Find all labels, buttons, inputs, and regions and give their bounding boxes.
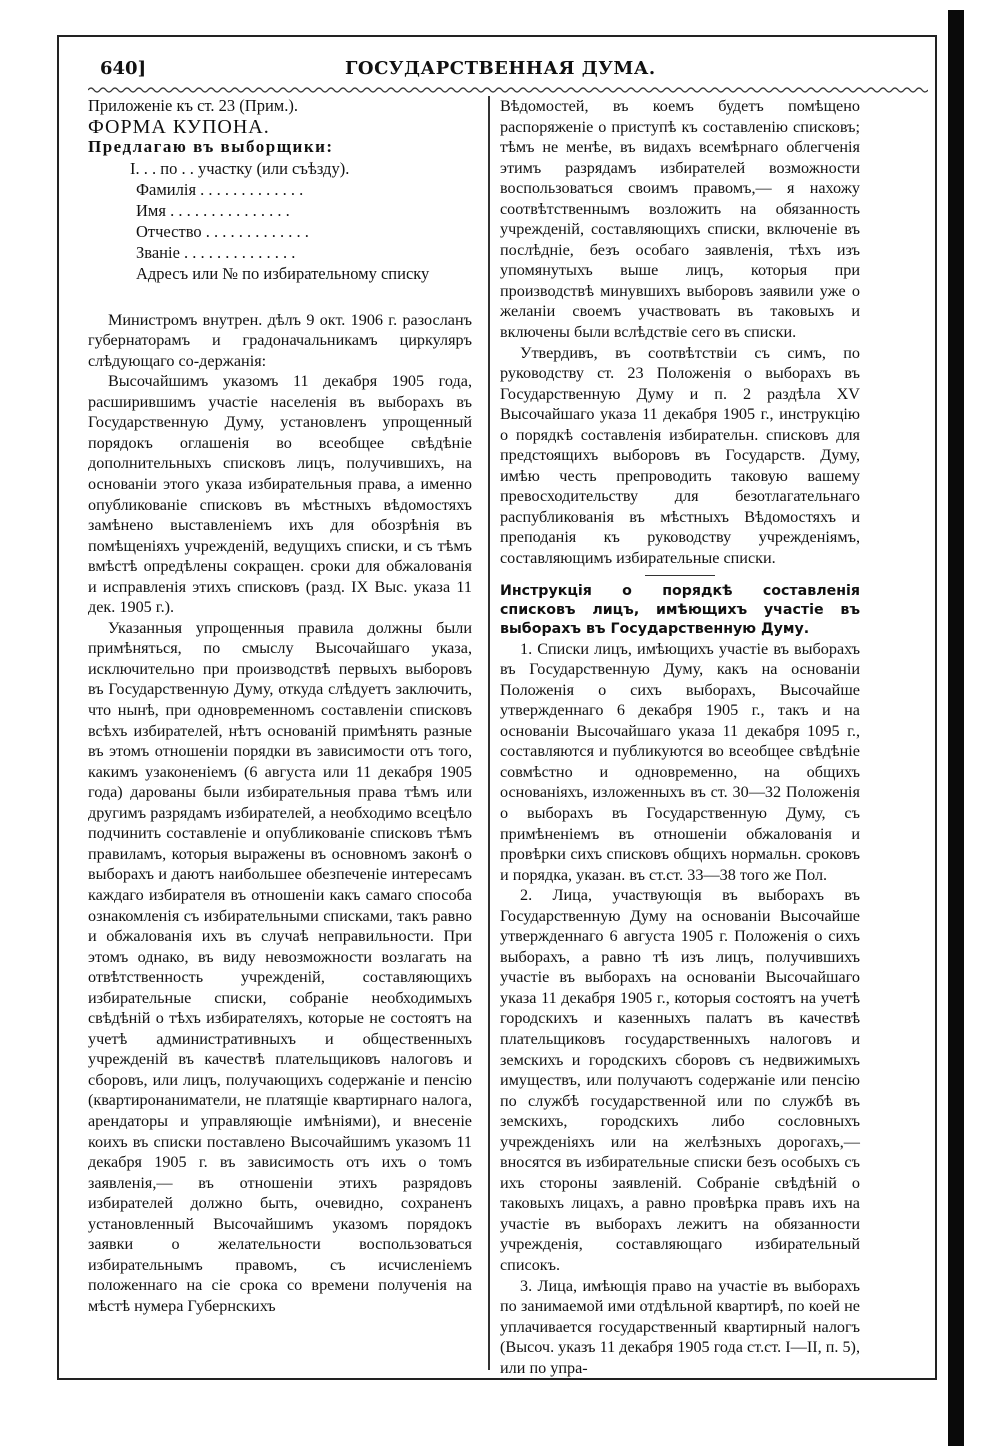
instruction-item: 1. Списки лицъ, имѣющихъ участіе въ выборахъ въ Государственную Думу, какъ на основаніи Положенія о сихъ выборахъ, Высочайше утвержденнаго 6 декабря 1905 г., такъ и на основаніи Высочайшаго указа 11 декабря 1095 г., составляются и публикуются во всеобщее свѣдѣніе совмѣстно и одновременно, на общихъ основаніяхъ, изложенныхъ въ ст. 30—32 Положенія о выборахъ въ Государственную Думу, съ примѣненіемъ въ отношеніи обжалованія и провѣрки сихъ списковъ общихъ нормальн. сроковъ и порядка, указан. въ ст.ст. 33—38 того же Пол. xyxy=(500,639,860,884)
paragraph: Высочайшимъ указомъ 11 декабря 1905 года, расширившимъ участіе населенія въ выборахъ въ Государственную Думу, установленъ упрощенный порядокъ оглашенія во всеобщее свѣдѣніе дополнительныхъ списковъ лицъ, получившихъ, на основаніи этого указа избирательныя права, а именно опубликованіе списковъ въ мѣстныхъ вѣдомостяхъ замѣнено выставленіемъ ихъ для обозрѣнія въ помѣщеніяхъ учрежденій, ведущихъ списки, и съ тѣмъ вмѣстѣ опредѣлены сокращен. сроки для обжалованія и исправленія этихъ списковъ (разд. IX Выс. указа 11 дек. 1905 г.). xyxy=(88,372,472,617)
paragraph: Министромъ внутрен. дѣлъ 9 окт. 1906 г. разосланъ губернаторамъ и градоначальникамъ циркуляръ слѣдующаго со-держанія: xyxy=(88,310,472,370)
paragraph: Утвердивъ, въ соотвѣтствіи съ симъ, по руководству ст. 23 Положенія о выборахъ въ Государственную Думу и п. 2 раздѣла XV Высочайшаго указа 11 декабря 1905 г., инструкцію о порядкѣ составленія избирательн. списковъ для предстоящихъ выборовъ въ Государств. Думу, имѣю честь препроводить таковую вашему превосходительству для безотлагательнаго распубликованія въ мѣстныхъ Вѣдомостяхъ и преподанія къ руководству учрежденіямъ, составляющимъ избирательные списки. xyxy=(500,343,860,568)
instruction-item: 3. Лица, имѣющія право на участіе въ выборахъ по занимаемой ими отдѣльной квартирѣ, по коей не уплачивается государственный квартирный налогъ (Высоч. указъ 11 декабря 1905 года ст.ст. I—II, п. 5), или по упра- xyxy=(500,1276,860,1377)
page-number: 640] xyxy=(100,58,147,79)
paragraph: Указанныя упрощенныя правила должны были примѣняться, по смыслу Высочайшаго указа, исключительно при производствѣ первыхъ выборовъ въ Государственную Думу, откуда слѣдуетъ заключить, что нынѣ, при одновременномъ составленіи списковъ всѣхъ избирателей, нѣтъ основаній примѣнять разные въ этомъ отношеніи порядки въ зависимости отъ того, какимъ узаконеніемъ (6 августа или 11 декабря 1905 года) дарованы были избирательныя права тѣмъ или другимъ разрядамъ избирателей, а необходимо всецѣло подчинить составленіе и опубликованіе списковъ тѣмъ правиламъ, которыя выражены въ основномъ законѣ о выборахъ и даютъ наибольшее обезпеченіе интересамъ каждаго избирателя въ отношеніи какъ самаго способа ознакомленія съ избирательными списками, такъ равно и обжалованія ихъ въ случаѣ неправильности. При этомъ однако, въ виду невозможности возлагать на отвѣтственность учрежденій, составляющихъ избирательные списки, собраніе необходимыхъ свѣдѣній о тѣхъ избирателяхъ, которые не состоятъ на учетѣ административныхъ и общественныхъ учрежденій въ качествѣ плательщиковъ налоговъ и сборовъ, или лицъ, получающихъ содержаніе и пенсію (квартиронаниматели, не платящіе квартирнаго налога, арендаторы и управляющіе имѣніями), и внесеніе коихъ въ списки поставлено Высочайшимъ указомъ 11 декабря 1905 г. въ зависимость отъ ихъ о томъ заявленія,— въ отношеніи этихъ разрядовъ избирателей должно быть, очевидно, сохраненъ установленный Высочайшимъ указомъ порядокъ заявки о желательности воспользоваться избирательнымъ правомъ, съ исчисленіемъ положеннаго на сіе срока со времени полученія на мѣстѣ нумера Губернскихъ xyxy=(88,618,472,1315)
coupon-field-name: Имя . . . . . . . . . . . . . . . xyxy=(136,200,290,220)
running-title: ГОСУДАРСТВЕННАЯ ДУМА. xyxy=(345,58,656,79)
coupon-field-rank: Званіе . . . . . . . . . . . . . . xyxy=(136,242,296,262)
column-divider xyxy=(488,96,490,1370)
section-title: Инструкція о порядкѣ составленія списковъ лицъ, имѣющихъ участіе въ выборахъ въ Государственную Думу. xyxy=(500,582,860,637)
wavy-rule xyxy=(88,86,928,94)
scan-edge-bar xyxy=(948,10,964,1446)
coupon-field-surname: Фамилія . . . . . . . . . . . . . xyxy=(136,179,304,199)
coupon-field-district: I. . . по . . участку (или съѣзду). xyxy=(130,158,350,178)
coupon-caption: Приложеніе къ ст. 23 (Прим.). xyxy=(88,96,298,115)
instruction-item: 2. Лица, участвующія въ выборахъ въ Государственную Думу на основаніи Высочайше утвержденнаго 6 августа 1905 г. Положенія о сихъ выборахъ, а равно тѣ изъ лицъ, получившихъ участіе въ выборахъ на основаніи Высочайшаго указа 11 декабря 1905 г., которыя состоятъ на учетѣ городскихъ и казенныхъ палатъ въ качествѣ плательщиковъ государственныхъ налоговъ и земскихъ и городскихъ сборовъ съ недвижимыхъ имуществъ, или получаютъ содержаніе или пенсію по службѣ государственной или по службѣ въ земскихъ, городскихъ либо сословныхъ учрежденіяхъ или на желѣзныхъ дорогахъ,— вносятся въ избирательные списки безъ особыхъ съ ихъ стороны заявленій. Собраніе свѣдѣній о таковыхъ лицахъ, а равно провѣрка правъ ихъ на участіе въ выборахъ лежитъ на обязанности учрежденія, составляющаго избирательный списокъ. xyxy=(500,886,860,1274)
left-column xyxy=(88,96,472,1316)
coupon-field-address: Адресъ или № по избирательному списку xyxy=(136,263,430,283)
coupon-title: ФОРМА КУПОНА. xyxy=(88,115,270,138)
paragraph: Вѣдомостей, въ коемъ будетъ помѣщено распоряженіе о приступѣ къ составленію списковъ; тѣмъ не менѣе, въ видахъ всемѣрнаго облегченія этимъ разрядамъ избирателей возможности воспользоваться своимъ правомъ,— я нахожу соотвѣтственнымъ возложить на обязанность учрежденій, составляющихъ списки, включеніе въ послѣдніе, безъ особаго заявленія, тѣхъ изъ упомянутыхъ выше лицъ, которыя при производствѣ минувшихъ выборовъ заявили уже о желаніи своемъ участвовать въ таковыхъ и включены были вслѣдствіе сего въ списки. xyxy=(500,97,860,342)
coupon-subtitle: Предлагаю въ выборщики: xyxy=(88,137,334,157)
section-rule xyxy=(645,575,715,576)
coupon-field-patronymic: Отчество . . . . . . . . . . . . . xyxy=(136,221,309,241)
page-header xyxy=(100,58,900,86)
right-column xyxy=(500,96,860,1378)
